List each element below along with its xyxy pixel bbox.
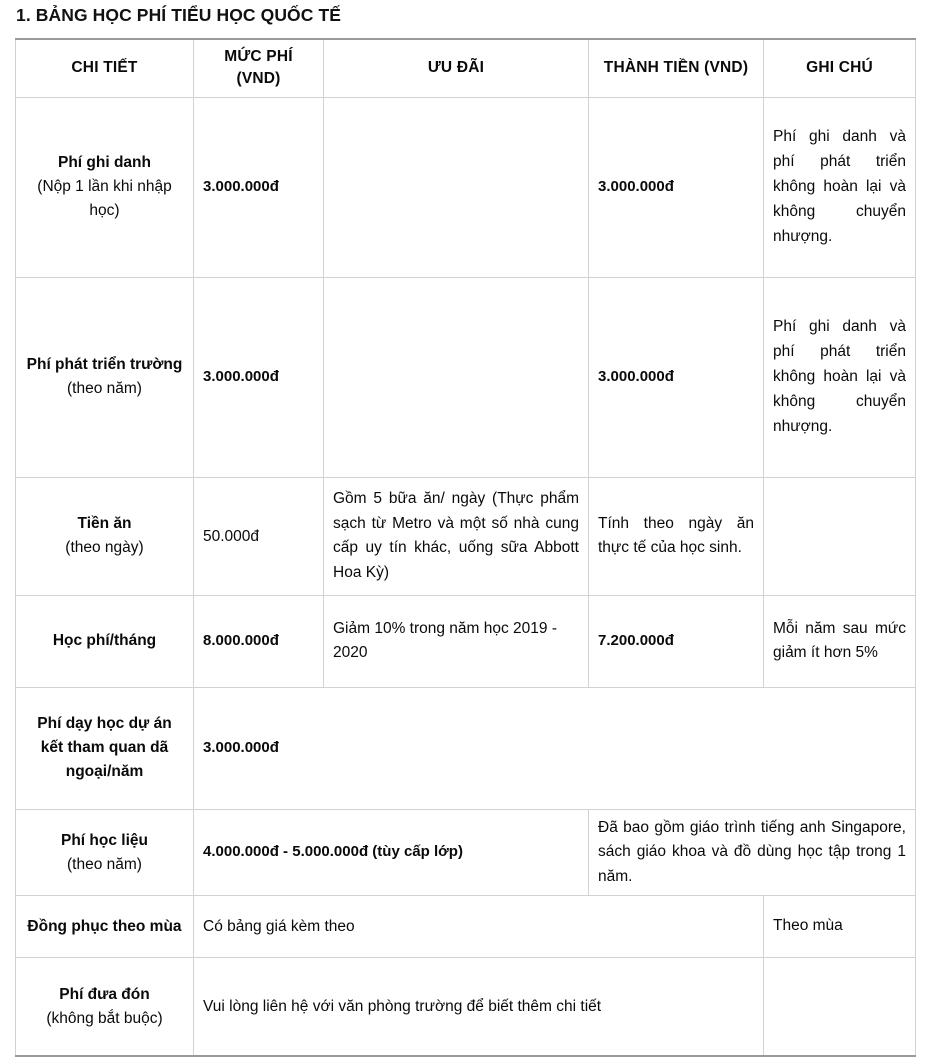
column-header-total: THÀNH TIỀN (VND) <box>589 39 764 97</box>
cell-promotion <box>324 97 589 277</box>
cell-total: 7.200.000đ <box>589 595 764 687</box>
cell-fee: Vui lòng liên hệ với văn phòng trường để biết thêm chi tiết <box>194 958 764 1056</box>
cell-total: Đã bao gồm giáo trình tiếng anh Singapore, sách giáo khoa và đồ dùng học tập trong 1 năm. <box>589 809 916 895</box>
cell-detail <box>16 97 194 277</box>
detail-main: Đồng phục theo mùa <box>27 917 182 935</box>
cell-fee: 4.000.000đ - 5.000.000đ (tùy cấp lớp) <box>194 809 589 895</box>
cell-detail <box>16 687 194 809</box>
table-row <box>16 809 916 895</box>
cell-note: Phí ghi danh và phí phát triển không hoàn lại và không chuyển nhượng. <box>764 277 916 477</box>
cell-note: Mỗi năm sau mức giảm ít hơn 5% <box>764 595 916 687</box>
detail-sub: (theo ngày) <box>65 539 144 557</box>
tuition-fee-table <box>15 38 916 1057</box>
cell-fee: 50.000đ <box>194 477 324 595</box>
detail-main: Phí phát triển trường <box>26 356 183 374</box>
cell-note: Phí ghi danh và phí phát triển không hoàn lại và không chuyển nhượng. <box>764 97 916 277</box>
cell-total: 3.000.000đ <box>589 277 764 477</box>
cell-total: 3.000.000đ <box>589 97 764 277</box>
cell-detail <box>16 477 194 595</box>
cell-fee: 3.000.000đ <box>194 687 916 809</box>
cell-total: Tính theo ngày ăn thực tế của học sinh. <box>589 477 764 595</box>
column-header-note: GHI CHÚ <box>764 39 916 97</box>
column-header-fee <box>194 39 324 97</box>
table-row <box>16 277 916 477</box>
fee-table-container <box>15 38 915 1057</box>
column-header-detail: CHI TIẾT <box>16 39 194 97</box>
cell-detail <box>16 595 194 687</box>
detail-main: Phí ghi danh <box>58 154 151 172</box>
table-row <box>16 97 916 277</box>
cell-detail <box>16 958 194 1056</box>
table-body <box>16 97 916 1055</box>
cell-fee: Có bảng giá kèm theo <box>194 896 764 958</box>
cell-fee: 3.000.000đ <box>194 277 324 477</box>
detail-main: Phí dạy học dự án kết tham quan dã ngoại/năm <box>37 715 172 781</box>
detail-main: Học phí/tháng <box>52 632 157 650</box>
cell-promotion: Gồm 5 bữa ăn/ ngày (Thực phẩm sạch từ Metro và một số nhà cung cấp uy tín khác, uống sữa Abbott Hoa Kỳ) <box>324 477 589 595</box>
page-title: 1. BẢNG HỌC PHÍ TIỂU HỌC QUỐC TẾ <box>16 5 342 25</box>
detail-main: Tiền ăn <box>77 515 132 533</box>
table-header <box>16 39 916 97</box>
cell-fee: 3.000.000đ <box>194 97 324 277</box>
table-row <box>16 958 916 1056</box>
header-row <box>16 39 916 97</box>
cell-detail <box>16 277 194 477</box>
cell-promotion <box>324 277 589 477</box>
cell-note <box>764 958 916 1056</box>
cell-detail <box>16 809 194 895</box>
detail-sub: (theo năm) <box>67 855 142 873</box>
detail-main: Phí học liệu <box>61 831 148 849</box>
table-row <box>16 687 916 809</box>
cell-promotion: Giảm 10% trong năm học 2019 - 2020 <box>324 595 589 687</box>
column-header-fee-line2: (VND) <box>236 70 281 88</box>
cell-fee: 8.000.000đ <box>194 595 324 687</box>
cell-note <box>764 477 916 595</box>
detail-sub: (không bắt buộc) <box>46 1009 163 1027</box>
table-row <box>16 896 916 958</box>
column-header-fee-line1: MỨC PHÍ <box>224 48 293 65</box>
detail-sub: (theo năm) <box>67 380 142 398</box>
table-row <box>16 595 916 687</box>
table-row <box>16 477 916 595</box>
cell-note: Theo mùa <box>764 896 916 958</box>
detail-main: Phí đưa đón <box>59 985 150 1003</box>
column-header-promotion: ƯU ĐÃI <box>324 39 589 97</box>
detail-sub: (Nộp 1 lần khi nhập học) <box>37 178 172 220</box>
cell-detail <box>16 896 194 958</box>
